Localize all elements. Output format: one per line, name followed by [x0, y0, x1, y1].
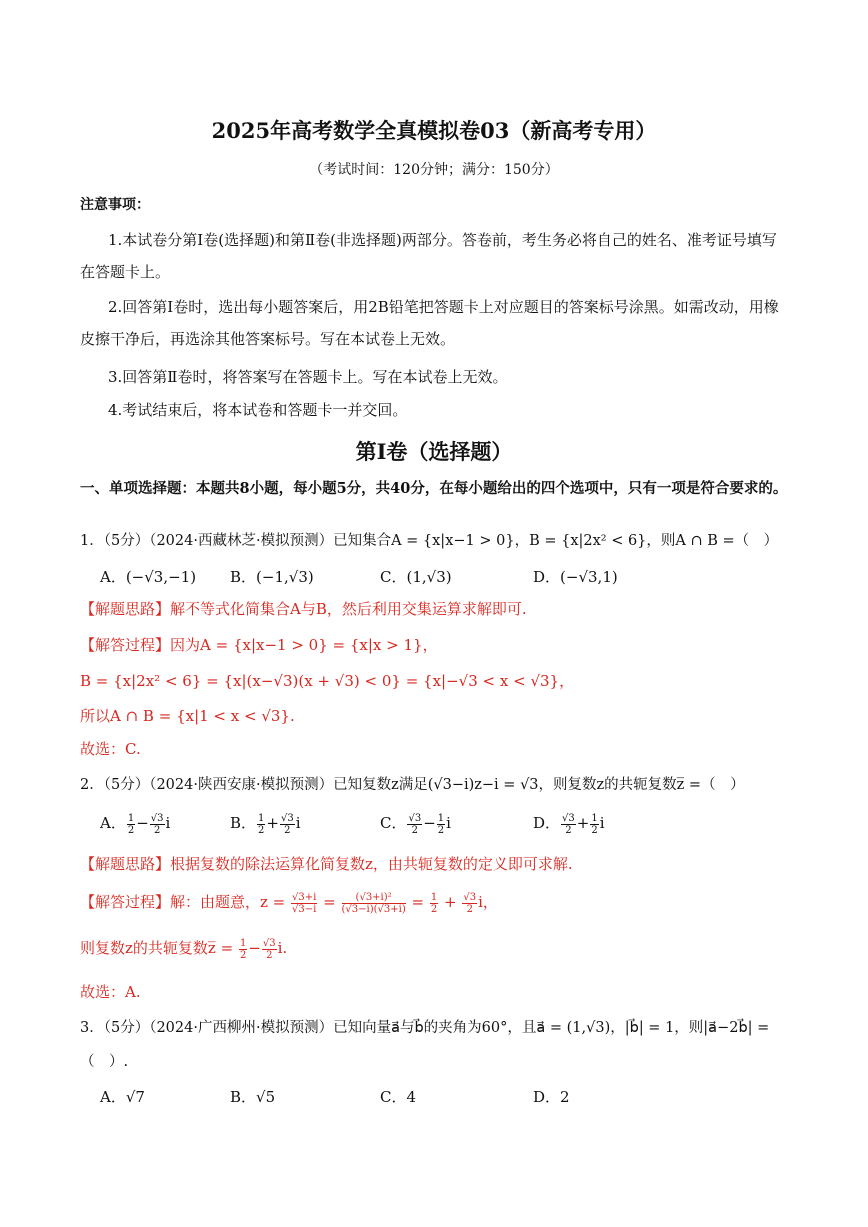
q1-process-2: B = {x|2x² < 6} = {x|(x−√3)(x + √3) < 0} = {x|−√3 < x < √3}， [80, 672, 575, 690]
section-title: 第Ⅰ卷（选择题） [355, 439, 513, 464]
notice-heading: 注意事项： [80, 197, 150, 213]
q2-process [80, 891, 498, 915]
fraction: $\frac{√3}{2}$ [150, 812, 164, 836]
q3-option-b: B．√5 [230, 1088, 276, 1106]
q2-option-d [533, 812, 605, 836]
q1-option-b: B．(−1,√3) [230, 568, 314, 586]
sign: − [136, 814, 149, 832]
process-text: 解：由题意，z = [170, 893, 286, 911]
question-3-stem: 3．（5分）（2024·广西柳州·模拟预测）已知向量a⃗与b⃗的夹角为60°，且a⃗ = (1,√3)，|b⃗| = 1，则|a⃗−2b⃗| = [80, 1020, 770, 1036]
fraction: $\frac{√3}{2}$ [463, 891, 477, 915]
q3-option-d: D．2 [533, 1088, 570, 1106]
fraction: $\frac{1}{2}$ [591, 812, 598, 836]
q2-option-b [230, 812, 301, 836]
question-3-stem-cont: （ ）. [80, 1054, 129, 1070]
notice-item-1: 1.本试卷分第Ⅰ卷(选择题)和第Ⅱ卷(非选择题)两部分。答卷前，考生务必将自己的姓名、准考证号填写在答题卡上。 [80, 231, 777, 281]
q1-option-a: A．(−√3,−1) [100, 568, 197, 586]
sign: − [248, 939, 261, 957]
imaginary-unit: i. [277, 939, 288, 957]
page-title: 2025年高考数学全真模拟卷03（新高考专用） [211, 118, 657, 143]
q1-option-d: D．(−√3,1) [533, 568, 618, 586]
option-letter: B． [230, 814, 257, 832]
fraction: $\frac{√3+i}{√3-i}$ [292, 891, 317, 915]
q3-option-a: A．√7 [100, 1088, 145, 1106]
fraction: $\frac{√3}{2}$ [408, 812, 422, 836]
fraction: $\frac{1}{2}$ [127, 812, 135, 836]
q2-conjugate [80, 937, 287, 961]
option-letter: A． [100, 814, 126, 832]
sign: + [266, 814, 279, 832]
sign: + [576, 814, 590, 832]
fraction: $\frac{1}{2}$ [437, 812, 445, 836]
part-heading: 一、单项选择题：本题共8小题，每小题5分，共40分，在每小题给出的四个选项中，只有一项是符合要求的。 [80, 480, 788, 497]
equals-sign: = [411, 893, 425, 911]
question-2-stem: 2．（5分）（2024·陕西安康·模拟预测）已知复数z满足(√3−i)z−i = √3，则复数z的共轭复数z̅ =（ ） [80, 777, 745, 793]
imaginary-unit: i [165, 814, 171, 832]
q1-answer: 故选：C. [80, 740, 141, 758]
q1-process-1: 【解答过程】因为A = {x|x−1 > 0} = {x|x > 1}， [80, 636, 438, 654]
q2-idea: 【解题思路】根据复数的除法运算化简复数z，由共轭复数的定义即可求解. [80, 855, 573, 873]
fraction: $\frac{\text{(√3+i)²}}{(√3-i)(√3+i)}$ [341, 891, 406, 915]
conjugate-text: 则复数z的共轭复数z̅ = [80, 939, 234, 957]
imaginary-unit: i [599, 814, 605, 832]
q2-option-c [380, 812, 451, 836]
notice-item-4: 4.考试结束后，将本试卷和答题卡一并交回。 [108, 401, 408, 419]
q1-option-c: C．(1,√3) [380, 568, 452, 586]
fraction: $\frac{1}{2}$ [430, 891, 438, 915]
process-label: 【解答过程】 [80, 893, 171, 911]
imaginary-unit: i [446, 814, 451, 832]
q2-option-a [100, 812, 170, 836]
option-letter: D． [533, 814, 561, 832]
notice-item-3: 3.回答第Ⅱ卷时，将答案写在答题卡上。写在本试卷上无效。 [108, 368, 508, 386]
fraction: $\frac{√3}{2}$ [562, 812, 575, 836]
option-letter: C． [380, 814, 407, 832]
equals-sign: = [323, 893, 336, 911]
imaginary-unit: i [295, 814, 301, 832]
sign: − [423, 814, 436, 832]
notice-item-2: 2.回答第Ⅰ卷时，选出每小题答案后，用2B铅笔把答题卡上对应题目的答案标号涂黑。如需改动，用橡皮擦干净后，再选涂其他答案标号。写在本试卷上无效。 [80, 298, 779, 348]
plus-sign: + [444, 893, 457, 911]
fraction: $\frac{1}{2}$ [258, 812, 265, 836]
q1-idea: 【解题思路】解不等式化简集合A与B，然后利用交集运算求解即可. [80, 600, 527, 618]
fraction: $\frac{√3}{2}$ [280, 812, 294, 836]
q3-option-c: C．4 [380, 1088, 417, 1106]
exam-info: （考试时间：120分钟；满分：150分） [309, 162, 559, 178]
q1-process-3: 所以A ∩ B = {x|1 < x < √3}. [80, 707, 295, 725]
q2-answer: 故选：A. [80, 983, 141, 1001]
imaginary-unit: i， [478, 893, 498, 911]
fraction: $\frac{1}{2}$ [239, 937, 247, 961]
question-1-stem: 1．（5分）（2024·西藏林芝·模拟预测）已知集合A = {x|x−1 > 0}，B = {x|2x² < 6}，则A ∩ B =（ ） [80, 533, 779, 549]
fraction: $\frac{√3}{2}$ [262, 937, 276, 961]
